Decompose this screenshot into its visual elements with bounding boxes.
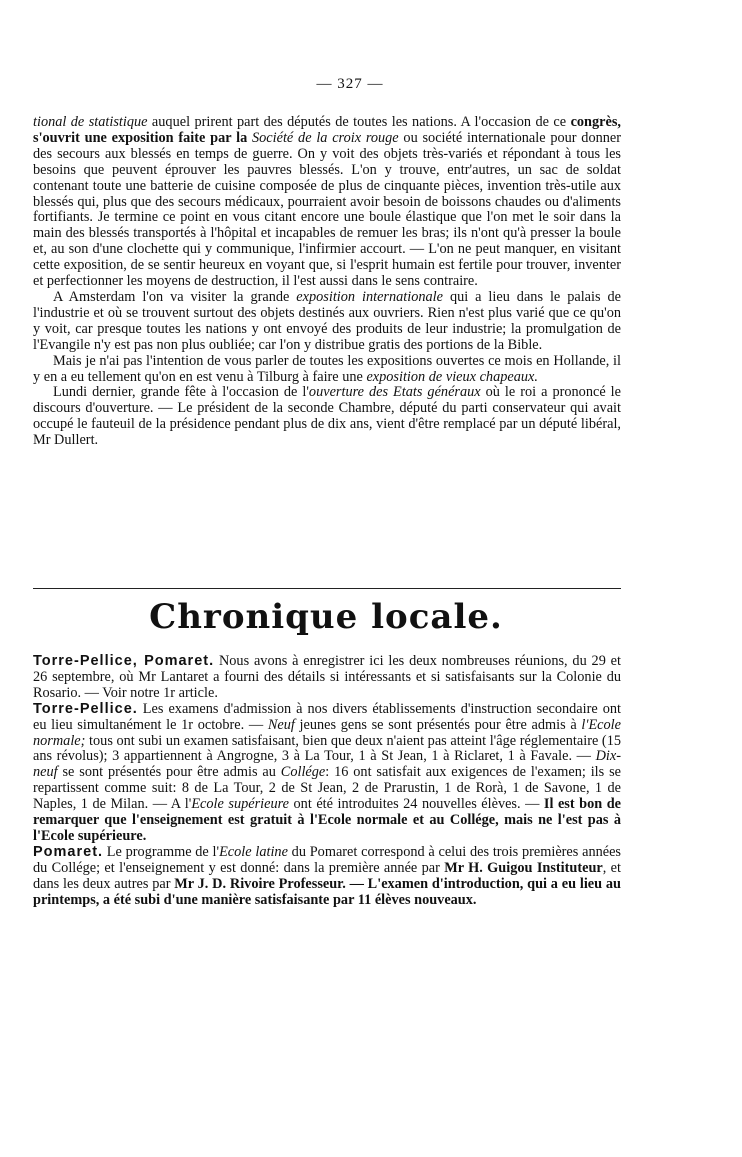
article-foreign-news (33, 115, 621, 449)
text-run: Lundi dernier, grande fête à l'occasion de l' (53, 384, 309, 401)
paragraph (33, 290, 621, 354)
paragraph (33, 354, 621, 386)
text-run: ont été introduites 24 nouvelles élèves. — (289, 796, 544, 813)
place-name: Torre-Pellice, Pomaret. (33, 653, 215, 669)
text-run: du Pomaret correspond à celui des trois premières années du Collége; et l'enseignement y est donné: dans la première année par (33, 843, 621, 876)
paragraph (33, 385, 621, 449)
place-name: Torre-Pellice. (33, 700, 138, 717)
text-run: Nous avons à enregistrer ici les deux nombreuses réunions, du 29 et 26 septembre, où Mr Lantaret a fourni des détails si intéressants et si satisfaisants sur la Colonie du Rosario. — Voir notre 1r article. (33, 653, 621, 701)
paragraph (33, 115, 621, 290)
paragraph (33, 654, 621, 702)
text-run: Ecole latine (219, 843, 288, 860)
text-run: Collége (280, 764, 326, 781)
text-run: jeunes gens se sont présentés pour être admis à (294, 716, 582, 733)
text-run: se sont présentés pour être admis au (57, 764, 281, 781)
paragraph (33, 702, 621, 845)
text-run: Neuf (267, 716, 295, 733)
text-run: exposition de vieux chapeaux. (366, 368, 538, 385)
text-run: qui a lieu dans le palais de l'industrie et où se trouvent surtout des objets destinés aux ouvriers. Rien n'est plus varié que ce qu'on y voit, car presque toutes les nations y ont envoyé des produits de leur industrie; la promulgation de l'Evangile n'y est pas non plus oubliée; car l'on y distribue gratis des portions de la Bible. (33, 288, 621, 353)
text-run: ouverture des Etats généraux (308, 384, 481, 401)
text-run: , et dans les deux autres par (33, 859, 622, 892)
section-heading: Chronique locale. (149, 597, 503, 637)
text-run: où le roi a prononcé le discours d'ouverture. — Le président de la seconde Chambre, député du parti conservateur qui avait occupé le fauteuil de la présidence pendant plus de dix ans, vient d'être remplacé par un député libéral, Mr Dullert. (33, 384, 621, 449)
text-run: auquel prirent part des députés de toutes les nations. A l'occasion de ce (147, 114, 571, 130)
text-run: tous ont subi un examen satisfaisant, bien que deux n'aient pas atteint l'âge réglementaire (15 ans révolus); 3 appartiennent à Angrogne, 3 à La Tour, 1 à St Jean, 1 à Riclaret, 1 à Favale. — (33, 732, 621, 765)
text-run: A Amsterdam l'on va visiter la grande (53, 288, 297, 305)
text-run: l'Ecole normale; (33, 716, 621, 749)
article-local-chronicle (33, 654, 621, 909)
text-run: Mr H. Guigou Instituteur (444, 859, 603, 876)
text-run: exposition internationale (296, 288, 444, 305)
paragraph (33, 845, 621, 909)
text-run: tional de statistique (33, 114, 148, 130)
text-run: Mr J. D. Rivoire Professeur. — L'examen d'introduction, qui a eu lieu au printemps, a été subi d'une manière satisfaisante par 11 élèves nouveaux. (33, 875, 621, 908)
text-run: Le programme de l' (103, 843, 220, 860)
text-run: Il est bon de remarquer que l'enseignement est gratuit à l'Ecole normale et au Collége, mais ne l'est pas à l'Ecole supérieure. (33, 796, 622, 844)
text-run: Dix-neuf (33, 748, 621, 781)
section-divider (33, 588, 621, 589)
place-name: Pomaret. (33, 843, 104, 860)
text-run: Société de la croix rouge (247, 129, 399, 146)
text-run: congrès, s'ouvrit une exposition faite par la (33, 114, 621, 146)
text-run: ou société internationale pour donner des secours aux blessés en temps de guerre. On y voit des objets très-variés et répondant à tous les besoins que peuvent éprouver les pauvres blessés. L'on y trouve, entr'autres, un sac de soldat contenant toute une batterie de cuisine composée de plus de cinquante pièces, invention très-utile aux blessés qui, plus que des secours médicaux, pourraient avoir besoin de boissons chaudes ou d'aliments fortifiants. Je termine ce point en vous citant encore une boule élastique que l'on met le soir dans la main des blessés transportés à l'hôpital et incapables de remuer les bras; ils n'ont qu'à presser la boule et, au son d'une clochette qui y communique, l'infirmier accourt. — L'on ne peut manquer, en visitant cette exposition, de se sentir heureux en voyant que, si l'esprit humain est fertile pour trouver, inventer et perfectionner les moyens de destruction, il l'est aussi dans le sens contraire. (33, 129, 622, 290)
text-run: Les examens d'admission à nos divers établissements d'instruction secondaire ont eu lieu simultanément le 1r octobre. — (33, 700, 621, 733)
text-run: : 16 ont satisfait aux exigences de l'examen; ils se repartissent comme suit: 8 de La Tour, 2 de St Jean, 2 de Prarustin, 1 de Rorà, 1 de Savone, 1 de Naples, 1 de Milan. — A l' (33, 764, 621, 813)
text-run: Mais je n'ai pas l'intention de vous parler de toutes les expositions ouvertes ce mois en Hollande, il y en a eu tellement qu'on en est venu à Tilburg à faire une (33, 352, 621, 385)
text-run: Ecole supérieure (191, 796, 290, 813)
page-number: — 327 — (316, 76, 384, 92)
